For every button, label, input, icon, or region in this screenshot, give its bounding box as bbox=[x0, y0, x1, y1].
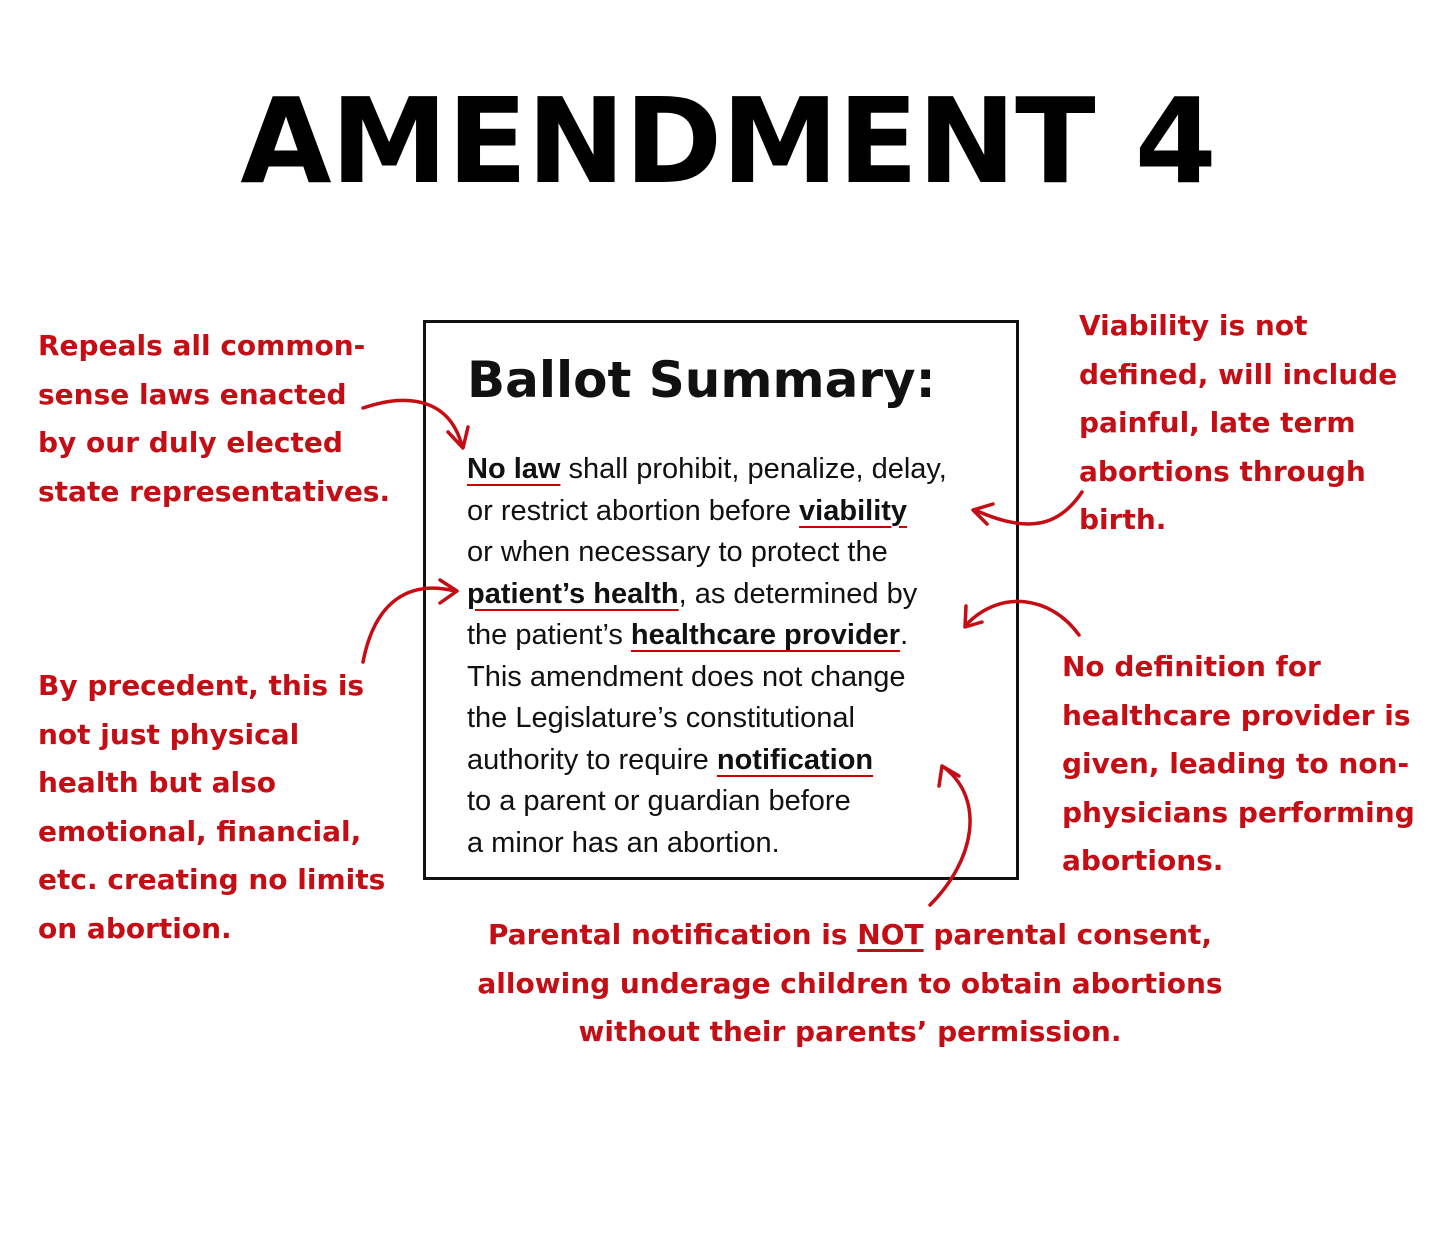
summary-line: No law shall prohibit, penalize, delay, bbox=[467, 453, 947, 485]
summary-line: authority to require notification bbox=[467, 743, 874, 776]
annotation-precedent: By precedent, this is not just physical health but also emotional, financial, etc. creating no limits on abortion. bbox=[38, 669, 386, 945]
summary-line: the Legislature’s constitutional bbox=[467, 702, 855, 734]
keyword-healthcare-provider: healthcare provider bbox=[630, 619, 901, 651]
arrow-viability bbox=[975, 492, 1082, 524]
annotation-healthcare-provider: No definition for healthcare provider is given, leading to non- physicians performing abortions. bbox=[1062, 650, 1415, 877]
keyword-notification: notification bbox=[716, 743, 874, 776]
annotation-parental-notification: Parental notification is NOT parental consent, allowing underage children to obtain abortions without their parents’ permission. bbox=[477, 918, 1223, 1048]
arrow-repeals bbox=[363, 400, 462, 446]
summary-line: a minor has an abortion. bbox=[467, 826, 780, 859]
arrow-parental bbox=[930, 768, 970, 905]
arrow-precedent bbox=[363, 588, 455, 662]
summary-line: to a parent or guardian before bbox=[467, 785, 851, 817]
summary-line: This amendment does not change bbox=[467, 660, 906, 693]
arrow-provider bbox=[967, 601, 1079, 635]
keyword-patients-health: patient’s health bbox=[467, 577, 679, 610]
annotation-repeals: Repeals all common- sense laws enacted by our duly elected state representatives. bbox=[38, 329, 391, 508]
summary-line: patient’s health, as determined by bbox=[467, 577, 918, 610]
summary-line: or when necessary to protect the bbox=[467, 536, 888, 568]
arrowhead-parental bbox=[939, 766, 959, 786]
summary-line: or restrict abortion before viability bbox=[467, 494, 908, 527]
summary-line: the patient’s healthcare provider. bbox=[467, 619, 909, 651]
annotation-viability: Viability is not defined, will include painful, late term abortions through birth. bbox=[1079, 309, 1398, 536]
keyword-viability: viability bbox=[799, 494, 908, 527]
emphasis-not: NOT bbox=[857, 918, 924, 951]
keyword-no-law: No law bbox=[467, 453, 561, 485]
page-title: AMENDMENT 4 bbox=[240, 72, 1216, 210]
arrowhead-precedent bbox=[440, 580, 457, 603]
ballot-summary-heading: Ballot Summary: bbox=[467, 351, 936, 409]
